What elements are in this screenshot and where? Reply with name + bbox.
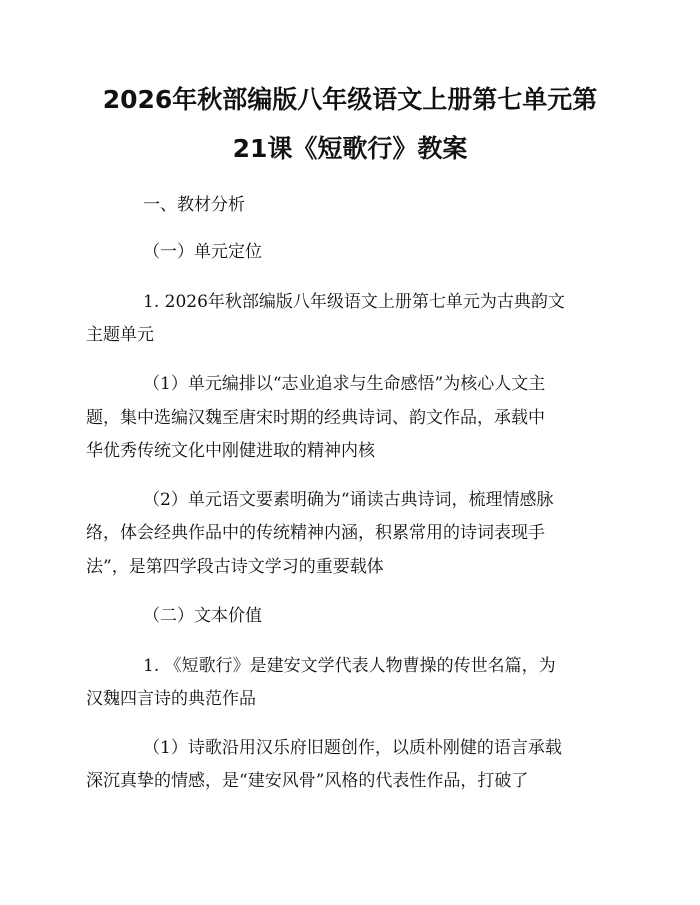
document-title-line-1: 2026年秋部编版八年级语文上册第七单元第 bbox=[102, 85, 598, 114]
subsection-heading-text-value: （二）文本价值 bbox=[143, 606, 262, 626]
paragraph-4-line-1: 1. 《短歌行》是建安文学代表人物曹操的传世名篇，为 bbox=[143, 656, 556, 676]
subsection-heading-unit-positioning: （一）单元定位 bbox=[143, 242, 262, 262]
paragraph-1-line-2: 主题单元 bbox=[86, 325, 154, 345]
paragraph-5-line-2: 深沉真挚的情感，是“建安风骨”风格的代表性作品，打破了 bbox=[86, 771, 529, 791]
paragraph-2-line-2: 题，集中选编汉魏至唐宋时期的经典诗词、韵文作品，承载中 bbox=[86, 408, 545, 428]
paragraph-3-line-3: 法”，是第四学段古诗文学习的重要载体 bbox=[86, 557, 384, 577]
paragraph-1-line-1: 1. 2026年秋部编版八年级语文上册第七单元为古典韵文 bbox=[143, 292, 565, 312]
paragraph-4-line-2: 汉魏四言诗的典范作品 bbox=[86, 689, 256, 709]
paragraph-3-line-1: （2）单元语文要素明确为“诵读古典诗词，梳理情感脉 bbox=[143, 490, 554, 510]
section-heading-teaching-material-analysis: 一、教材分析 bbox=[143, 195, 245, 215]
paragraph-5-line-1: （1）诗歌沿用汉乐府旧题创作，以质朴刚健的语言承载 bbox=[143, 738, 562, 758]
paragraph-3-line-2: 络，体会经典作品中的传统精神内涵，积累常用的诗词表现手 bbox=[86, 523, 545, 543]
paragraph-2-line-3: 华优秀传统文化中刚健进取的精神内核 bbox=[86, 441, 375, 461]
document-title-line-2: 21课《短歌行》教案 bbox=[232, 134, 468, 163]
paragraph-2-line-1: （1）单元编排以“志业追求与生命感悟”为核心人文主 bbox=[143, 374, 546, 394]
